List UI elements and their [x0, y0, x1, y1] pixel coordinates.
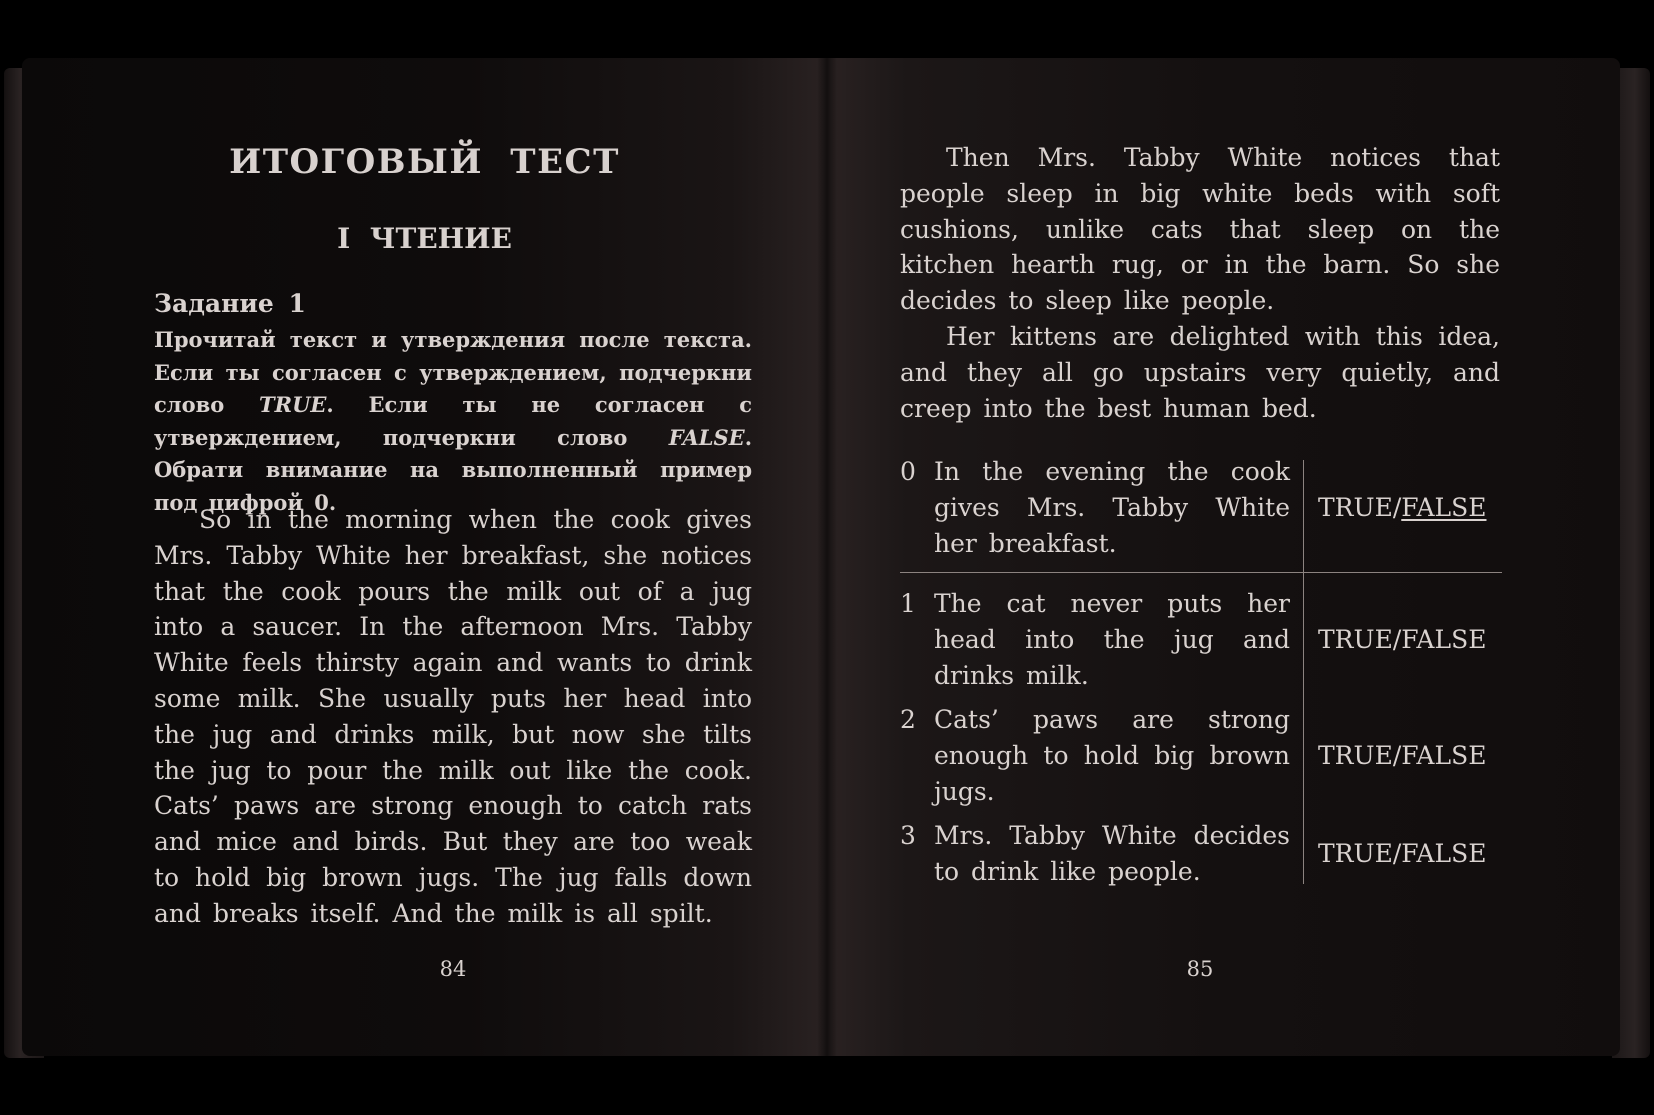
answer-options [1318, 490, 1486, 526]
statements-table [900, 454, 1502, 886]
page-number-right: 85 [1186, 957, 1214, 981]
statement-number: 1 [900, 589, 916, 618]
answer-false-underlined[interactable]: FALSE [1401, 493, 1487, 522]
instructions-word-false: FALSE [668, 424, 745, 450]
section-title: I ЧТЕНИЕ [337, 222, 512, 255]
reading-paragraph: So in the morning when the cook gives Mrs. Tabby White her breakfast, she notices that the cook pours the milk out of a jug into a saucer. In the afternoon Mrs. Tabby White feels thirsty again and wants to drink some milk. She usually puts her head into the jug and drinks milk, but now she tilts the jug to pour the milk out like the cook. Cats’ paws are strong enough to catch rats and mice and birds. But they are too weak to hold big brown jugs. The jug falls down and breaks itself. And the milk is all spilt. [154, 505, 752, 928]
statement-number: 0 [900, 457, 916, 486]
instructions-part1: Прочитай текст и утверждения после текста. Если ты согласен с утверждением, подчеркни слово [154, 327, 752, 417]
statement-text: Cats’ paws are strong enough to hold big brown jugs. [934, 705, 1290, 806]
statement-text: In the evening the cook gives Mrs. Tabby White her breakfast. [934, 457, 1290, 558]
task-title: Задание 1 [154, 289, 306, 318]
statement-text: Mrs. Tabby White decides to drink like people. [934, 821, 1290, 886]
statement-number: 3 [900, 821, 916, 850]
statement-text: The cat never puts her head into the jug and drinks milk. [934, 589, 1290, 690]
reading-paragraph-continued: Then Mrs. Tabby White notices that people sleep in big white beds with soft cushions, unlike cats that sleep on the kitchen hearth rug, or in the barn. So she decides to sleep like people. [900, 143, 1500, 316]
answer-options[interactable]: TRUE/FALSE [1318, 741, 1487, 770]
answer-separator: / [1392, 493, 1402, 522]
task-instructions [154, 324, 752, 519]
book-gutter [817, 58, 837, 1056]
answer-options[interactable]: TRUE/FALSE [1318, 625, 1487, 654]
page-number-left: 84 [439, 957, 467, 981]
table-row-divider [900, 572, 1502, 573]
reading-paragraph-final: Her kittens are delighted with this idea, and they all go upstairs very quietly, and creep into the best human bed. [900, 322, 1500, 423]
statement-number: 2 [900, 705, 916, 734]
instructions-word-true: TRUE [259, 392, 327, 417]
instructions-part3: . Обрати внимание на выполненный пример под цифрой 0. [154, 424, 752, 515]
answer-options[interactable]: TRUE/FALSE [1318, 839, 1487, 868]
instructions-part2: . Если ты не согласен с утверждением, подчеркни слово [154, 392, 753, 450]
table-column-divider [1303, 460, 1304, 884]
page-title: ИТОГОВЫЙ ТЕСТ [229, 142, 620, 182]
answer-true[interactable]: TRUE [1318, 493, 1393, 522]
